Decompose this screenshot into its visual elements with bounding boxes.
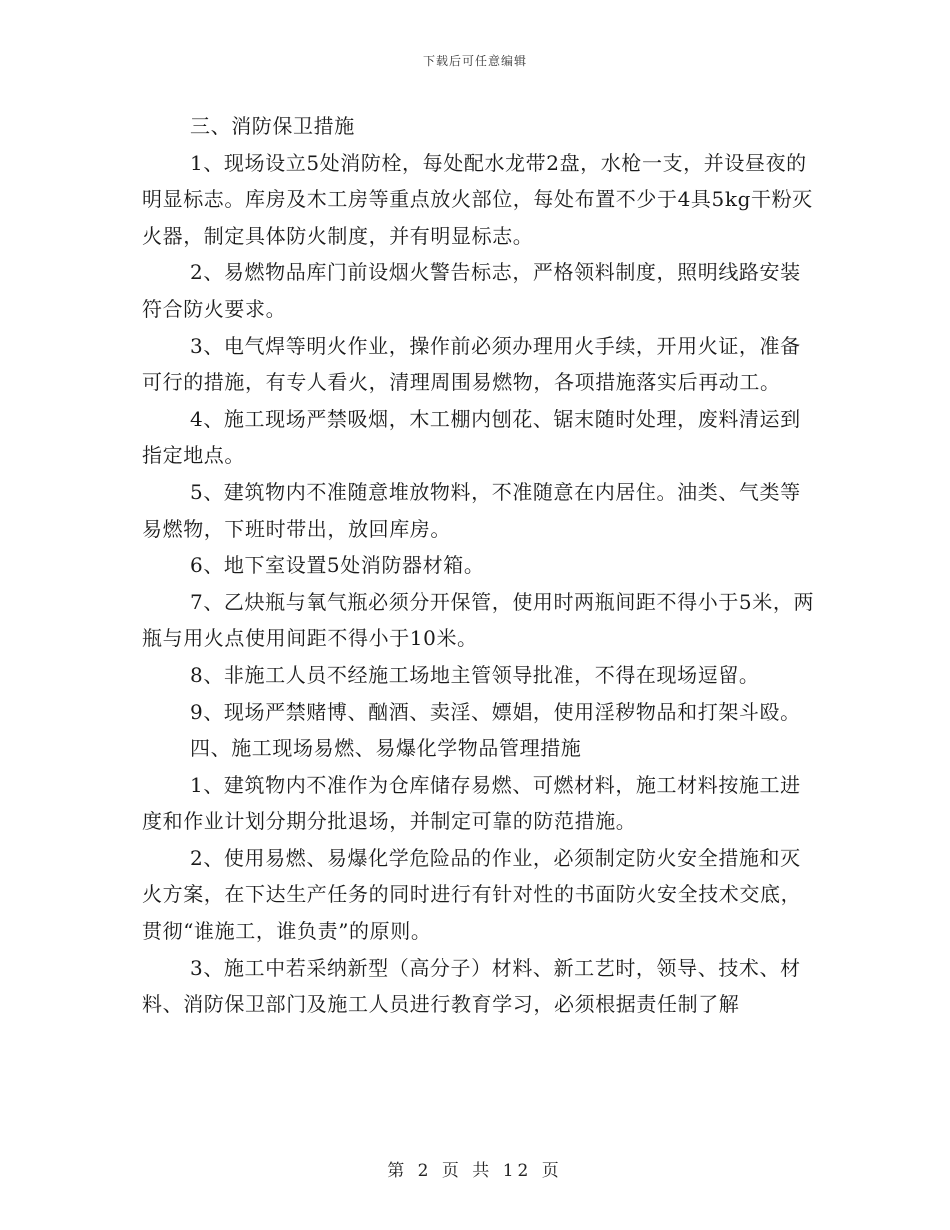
paragraph: 1、现场设立5处消防栓，每处配水龙带2盘，水枪一支，并设昼夜的明显标志。库房及木工房等重点放火部位，每处布置不少于4具5kg干粉灭火器，制定具体防火制度，并有明显标志。 (142, 150, 813, 248)
paragraph: 2、易燃物品库门前设烟火警告标志，严格领料制度，照明线路安装符合防火要求。 (142, 260, 801, 321)
paragraph: 7、乙炔瓶与氧气瓶必须分开保管，使用时两瓶间距不得小于5米，两瓶与用火点使用间距不得小于10米。 (142, 589, 815, 651)
section-heading-hazardous-materials: 四、施工现场易燃、易爆化学物品管理措施 (190, 736, 582, 761)
section-heading-fire-security: 三、消防保卫措施 (190, 114, 355, 138)
paragraph: 8、非施工人员不经施工场地主管领导批准，不得在现场逗留。 (190, 662, 760, 687)
paragraph: 3、电气焊等明火作业，操作前必须办理用火手续，开用火证，准备可行的措施，有专人看火，清理周围易燃物，各项措施落实后再动工。 (142, 333, 801, 395)
page-footer: 第 2 页 共 12 页 (387, 1161, 563, 1181)
paragraph: 6、地下室设置5处消防器材箱。 (190, 553, 485, 578)
paragraph: 2、使用易燃、易爆化学危险品的作业，必须制定防火安全措施和灭火方案，在下达生产任务的同时进行有针对性的书面防火安全技术交底，贯彻“谁施工，谁负责”的原则。 (142, 845, 802, 944)
paragraph: 1、建筑物内不准作为仓库储存易燃、可燃材料，施工材料按施工进度和作业计划分期分批退场，并制定可靠的防范措施。 (142, 772, 801, 834)
page-header: 下载后可任意编辑 (422, 54, 527, 68)
paragraph: 9、现场严禁赌博、酗酒、卖淫、嫖娼，使用淫秽物品和打架斗殴。 (190, 699, 801, 724)
paragraph: 5、建筑物内不准随意堆放物料，不准随意在内居住。油类、气类等易燃物，下班时带出，放回库房。 (142, 479, 801, 541)
paragraph: 4、施工现场严禁吸烟，木工棚内刨花、锯末随时处理，废料清运到指定地点。 (142, 406, 801, 468)
document-body (142, 108, 818, 1023)
paragraph: 3、施工中若采纳新型（高分子）材料、新工艺时，领导、技术、材料、消防保卫部门及施工人员进行教育学习，必须根据责任制了解 (142, 955, 801, 1017)
